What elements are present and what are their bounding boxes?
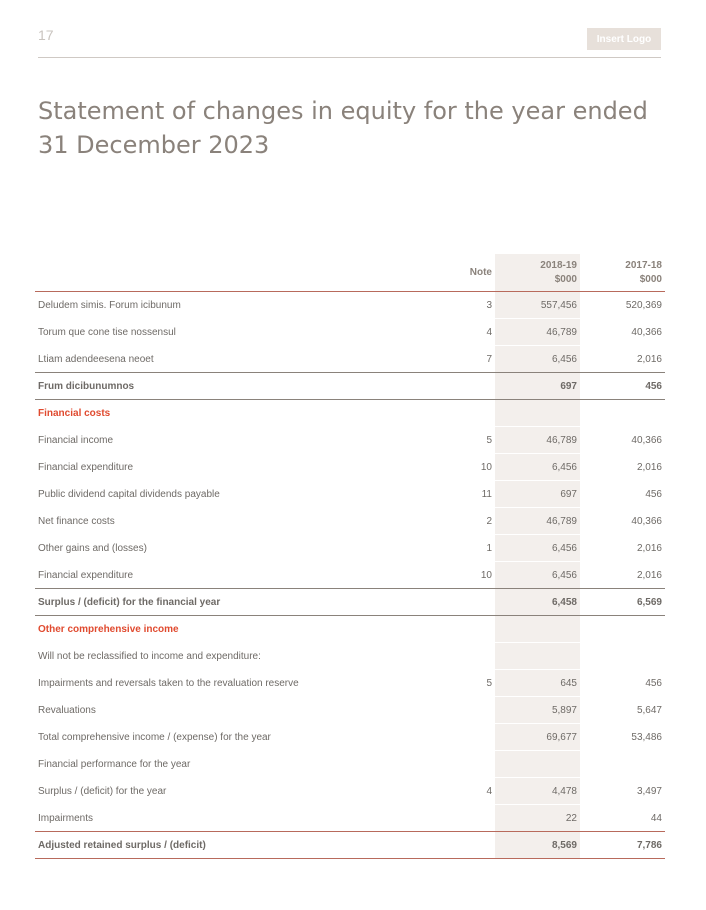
row-label: Financial income	[35, 427, 451, 454]
row-current-value: 697	[495, 481, 580, 508]
row-prior-value: 40,366	[580, 319, 665, 346]
row-current-value	[495, 616, 580, 643]
row-label: Public dividend capital dividends payable	[35, 481, 451, 508]
table-header-row	[35, 254, 665, 292]
total-row	[35, 832, 665, 859]
row-note: 4	[451, 319, 495, 346]
header-prior-year-label: 2017-18	[625, 259, 662, 271]
row-note: 1	[451, 535, 495, 562]
table-row	[35, 535, 665, 562]
table-row	[35, 454, 665, 481]
row-prior-value: 2,016	[580, 535, 665, 562]
row-prior-value: 456	[580, 481, 665, 508]
row-current-value: 46,789	[495, 427, 580, 454]
row-prior-value: 6,569	[580, 589, 665, 616]
header-divider	[38, 57, 661, 58]
row-current-value: 6,456	[495, 535, 580, 562]
table-row	[35, 751, 665, 778]
row-prior-value: 40,366	[580, 508, 665, 535]
row-current-value: 645	[495, 670, 580, 697]
header-current-year	[495, 254, 580, 292]
row-current-value	[495, 400, 580, 427]
row-label: Deludem simis. Forum icibunum	[35, 292, 451, 319]
row-label: Impairments	[35, 805, 451, 832]
row-prior-value: 456	[580, 670, 665, 697]
header-current-year-label: 2018-19	[540, 259, 577, 271]
header-note: Note	[451, 254, 495, 292]
row-note	[451, 589, 495, 616]
row-current-value: 46,789	[495, 319, 580, 346]
row-label: Financial expenditure	[35, 454, 451, 481]
row-prior-value: 53,486	[580, 724, 665, 751]
row-note	[451, 697, 495, 724]
row-label: Torum que cone tise nossensul	[35, 319, 451, 346]
row-prior-value	[580, 643, 665, 670]
table-row	[35, 346, 665, 373]
row-current-value: 46,789	[495, 508, 580, 535]
row-label: Surplus / (deficit) for the year	[35, 778, 451, 805]
row-current-value: 6,458	[495, 589, 580, 616]
row-current-value: 6,456	[495, 346, 580, 373]
row-note: 2	[451, 508, 495, 535]
page-title	[38, 94, 678, 162]
row-current-value: 697	[495, 373, 580, 400]
row-current-value	[495, 751, 580, 778]
row-note	[451, 751, 495, 778]
row-prior-value	[580, 616, 665, 643]
table-row	[35, 319, 665, 346]
table-row	[35, 778, 665, 805]
subtotal-row	[35, 589, 665, 616]
logo-placeholder: Insert Logo	[587, 28, 661, 50]
row-current-value: 4,478	[495, 778, 580, 805]
row-note	[451, 616, 495, 643]
row-label: Other gains and (losses)	[35, 535, 451, 562]
row-prior-value: 44	[580, 805, 665, 832]
row-current-value: 6,456	[495, 562, 580, 589]
row-note	[451, 832, 495, 859]
row-prior-value: 2,016	[580, 346, 665, 373]
section-heading-row	[35, 616, 665, 643]
row-prior-value: 7,786	[580, 832, 665, 859]
table-row	[35, 508, 665, 535]
row-note: 5	[451, 427, 495, 454]
row-prior-value: 40,366	[580, 427, 665, 454]
row-current-value	[495, 643, 580, 670]
header-prior-year	[580, 254, 665, 292]
header-current-year-unit: $000	[554, 273, 577, 285]
table-row	[35, 670, 665, 697]
row-note: 10	[451, 562, 495, 589]
row-note: 3	[451, 292, 495, 319]
row-note: 10	[451, 454, 495, 481]
row-note: 4	[451, 778, 495, 805]
row-prior-value	[580, 400, 665, 427]
row-label: Revaluations	[35, 697, 451, 724]
row-note	[451, 805, 495, 832]
row-label: Surplus / (deficit) for the financial year	[35, 589, 451, 616]
row-label: Frum dicibunumnos	[35, 373, 451, 400]
row-note	[451, 400, 495, 427]
row-current-value: 557,456	[495, 292, 580, 319]
section-heading: Financial costs	[35, 400, 451, 427]
row-label: Ltiam adendeesena neoet	[35, 346, 451, 373]
row-current-value: 22	[495, 805, 580, 832]
row-note	[451, 373, 495, 400]
page-number: 17	[38, 27, 54, 43]
table-row	[35, 805, 665, 832]
row-prior-value: 2,016	[580, 562, 665, 589]
title-line-1: Statement of changes in equity for the year ended	[38, 97, 648, 125]
table-row	[35, 697, 665, 724]
equity-statement-table	[35, 254, 665, 859]
row-note: 5	[451, 670, 495, 697]
header-prior-year-unit: $000	[639, 273, 662, 285]
row-label: Impairments and reversals taken to the revaluation reserve	[35, 670, 451, 697]
table-row	[35, 427, 665, 454]
row-label: Will not be reclassified to income and expenditure:	[35, 643, 451, 670]
row-label: Financial expenditure	[35, 562, 451, 589]
row-note: 7	[451, 346, 495, 373]
row-prior-value: 5,647	[580, 697, 665, 724]
table-row	[35, 562, 665, 589]
row-prior-value	[580, 751, 665, 778]
row-note	[451, 643, 495, 670]
row-current-value: 69,677	[495, 724, 580, 751]
table-row	[35, 724, 665, 751]
row-current-value: 5,897	[495, 697, 580, 724]
row-label: Financial performance for the year	[35, 751, 451, 778]
row-current-value: 6,456	[495, 454, 580, 481]
section-heading: Other comprehensive income	[35, 616, 451, 643]
row-label: Total comprehensive income / (expense) for the year	[35, 724, 451, 751]
table-row	[35, 292, 665, 319]
section-heading-row	[35, 400, 665, 427]
row-prior-value: 3,497	[580, 778, 665, 805]
subtotal-row	[35, 373, 665, 400]
row-prior-value: 2,016	[580, 454, 665, 481]
table-row	[35, 643, 665, 670]
title-line-2: 31 December 2023	[38, 131, 270, 159]
header-label-cell	[35, 254, 451, 292]
row-note	[451, 724, 495, 751]
row-prior-value: 456	[580, 373, 665, 400]
row-prior-value: 520,369	[580, 292, 665, 319]
row-note: 11	[451, 481, 495, 508]
table-row	[35, 481, 665, 508]
row-label: Adjusted retained surplus / (deficit)	[35, 832, 451, 859]
row-current-value: 8,569	[495, 832, 580, 859]
row-label: Net finance costs	[35, 508, 451, 535]
